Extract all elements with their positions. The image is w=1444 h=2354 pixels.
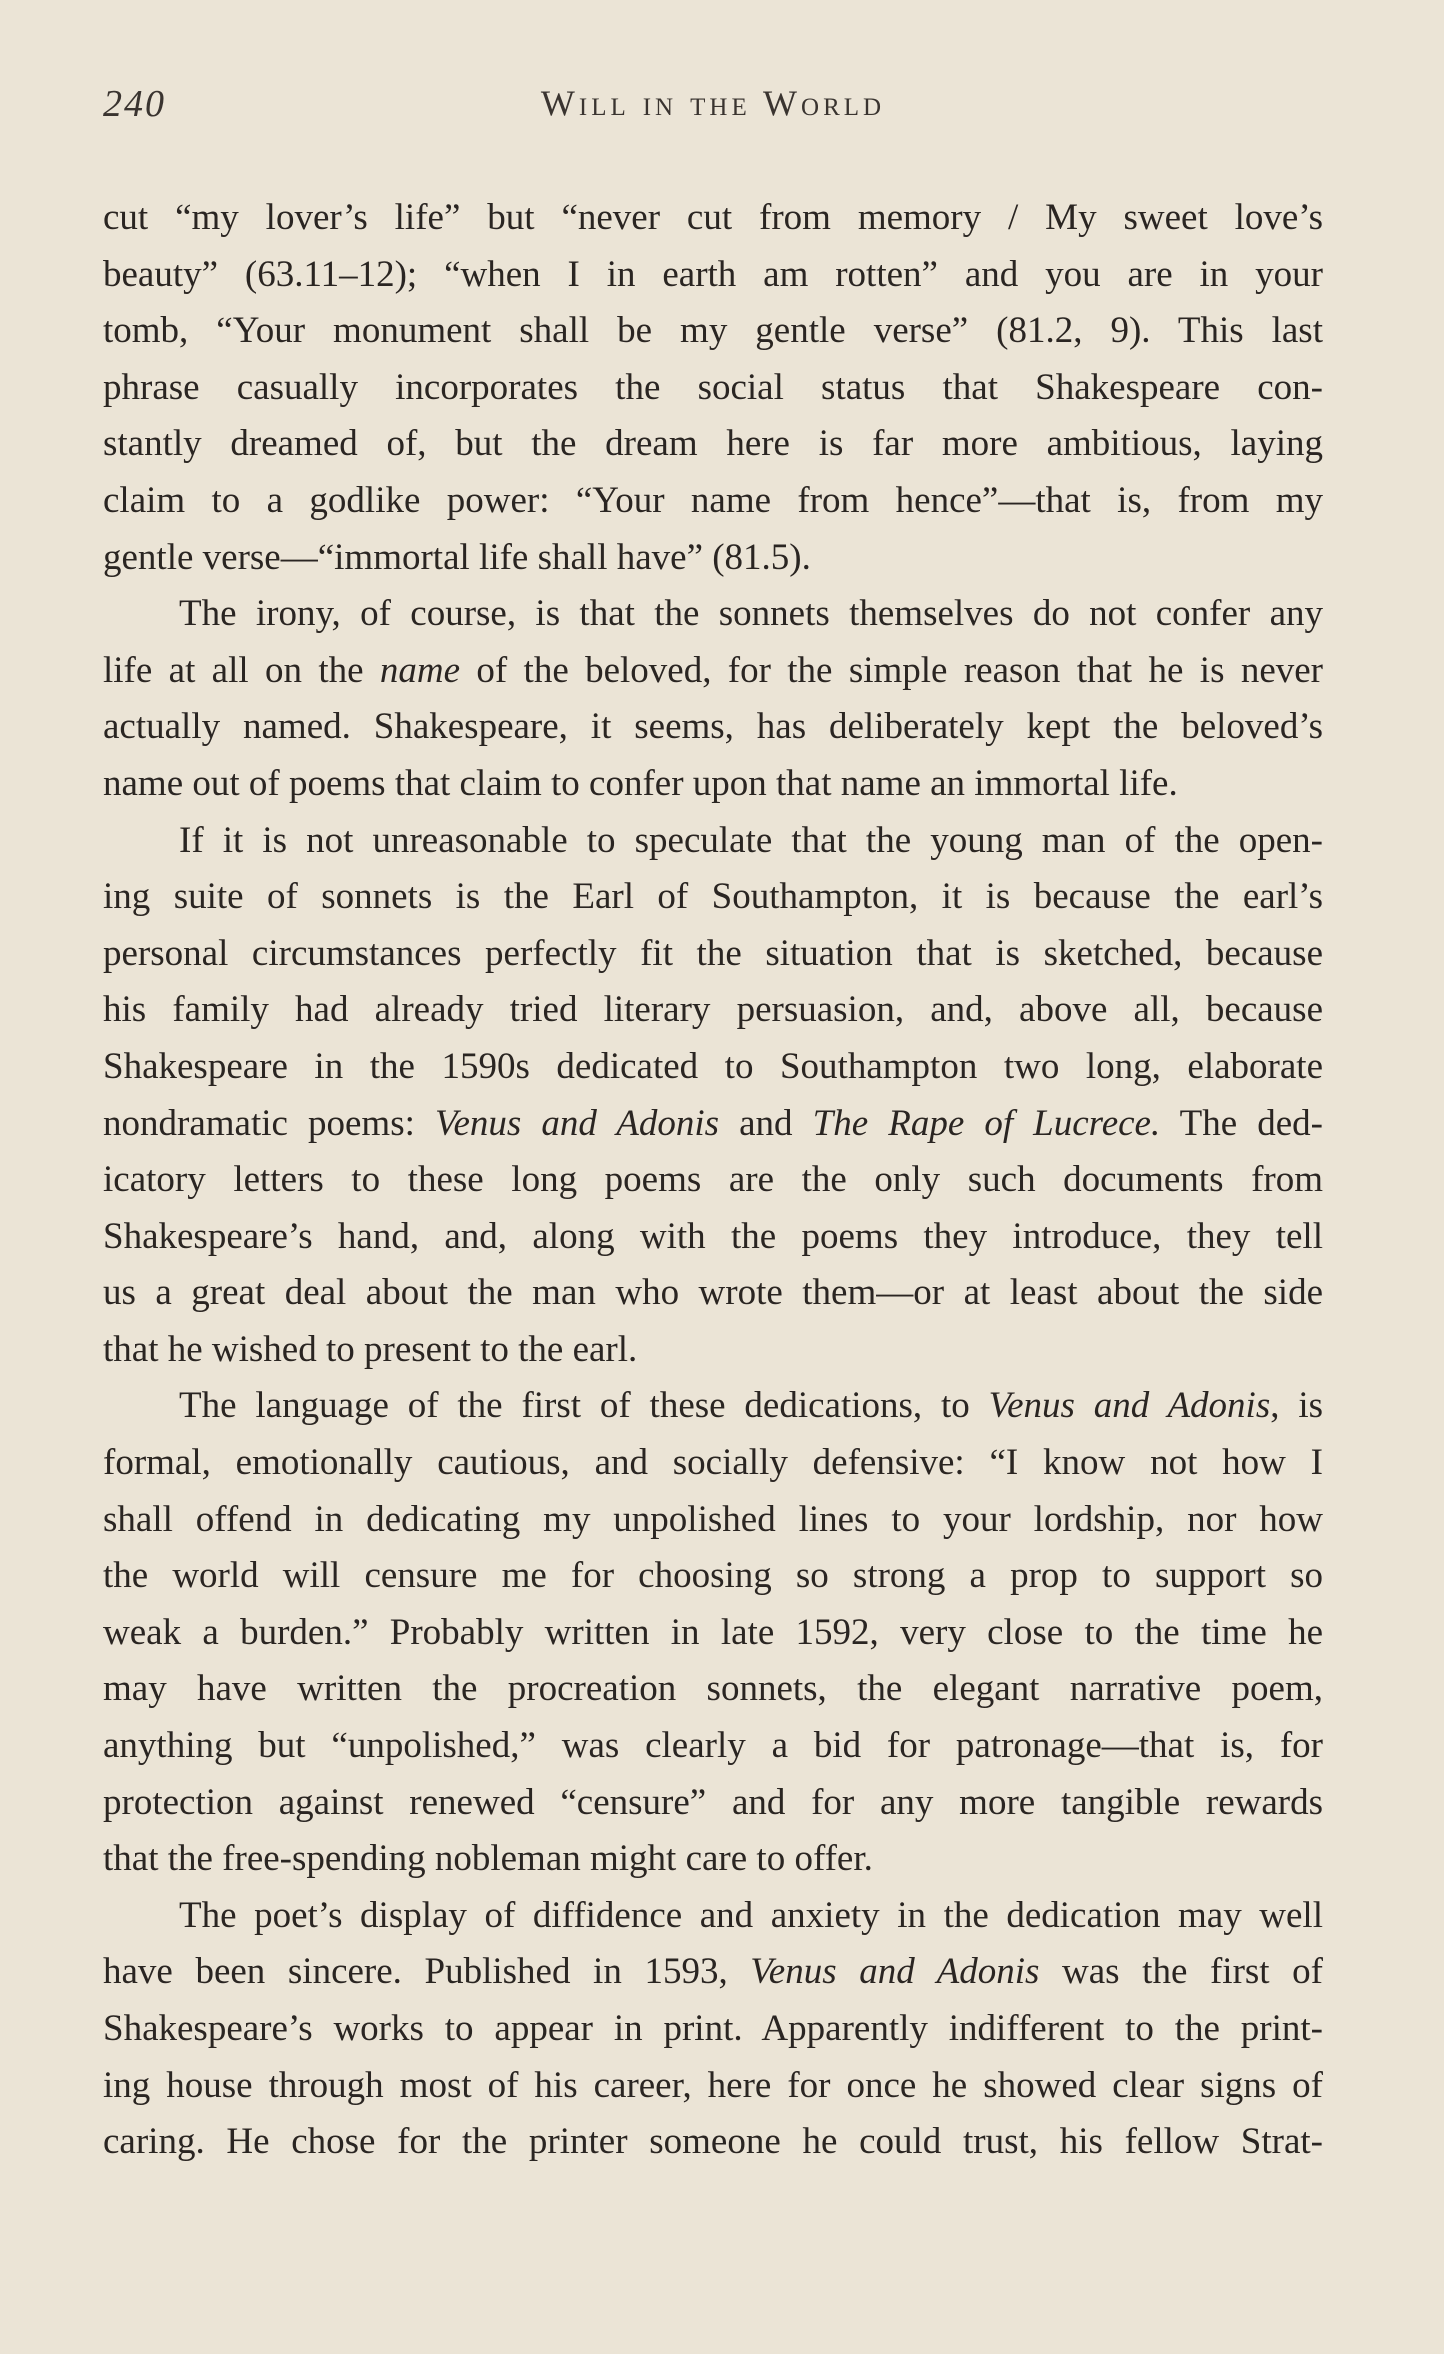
text-line: the world will censure me for choosing so strong a prop to support so [103, 1555, 1323, 1597]
text-line: phrase casually incorporates the social status that Shakespeare con- [103, 366, 1323, 408]
body-text [103, 190, 1323, 2171]
text-line: beauty” (63.11–12); “when I in earth am rotten” and you are in your [103, 253, 1323, 295]
text-line: weak a burden.” Probably written in late 1592, very close to the time he [103, 1611, 1323, 1653]
text-line: Shakespeare in the 1590s dedicated to Southampton two long, elaborate [103, 1045, 1323, 1087]
text-line: name out of poems that claim to confer upon that name an immortal life. [103, 762, 1178, 804]
text-line: ing suite of sonnets is the Earl of Southampton, it is because the earl’s [103, 876, 1323, 918]
book-title: Will in the World [540, 83, 886, 123]
text-line: icatory letters to these long poems are the only such documents from [103, 1159, 1323, 1201]
page-number: 240 [103, 83, 166, 125]
text-line: anything but “unpolished,” was clearly a bid for patronage—that is, for [103, 1725, 1323, 1767]
text-line: shall offend in dedicating my unpolished lines to your lordship, nor how [103, 1498, 1323, 1540]
text-line: claim to a godlike power: “Your name from hence”—that is, from my [103, 479, 1323, 521]
text-line: tomb, “Your monument shall be my gentle verse” (81.2, 9). This last [103, 310, 1323, 352]
text-line: may have written the procreation sonnets, the elegant narrative poem, [103, 1668, 1323, 1710]
text-line: his family had already tried literary persuasion, and, above all, because [103, 989, 1323, 1031]
paragraph-4 [103, 1378, 1323, 1887]
text-line: protection against renewed “censure” and for any more tangible rewards [103, 1781, 1323, 1823]
paragraph-1 [103, 190, 1323, 586]
text-line: The poet’s display of diffidence and anxiety in the dedication may well [179, 1894, 1323, 1936]
text-line: life at all on the name of the beloved, for the simple reason that he is never [103, 649, 1323, 691]
text-line: that he wished to present to the earl. [103, 1328, 638, 1370]
text-line: formal, emotionally cautious, and socially defensive: “I know not how I [103, 1442, 1323, 1484]
text-line: have been sincere. Published in 1593, Venus and Adonis was the first of [103, 1951, 1323, 1993]
text-line: us a great deal about the man who wrote them—or at least about the side [103, 1272, 1323, 1314]
text-line: The irony, of course, is that the sonnets themselves do not confer any [179, 593, 1323, 635]
text-line: stantly dreamed of, but the dream here is far more ambitious, laying [103, 423, 1323, 465]
text-line: Shakespeare’s works to appear in print. Apparently indifferent to the print- [103, 2008, 1323, 2049]
paragraph-3 [103, 813, 1323, 1379]
paragraph-5 [103, 1888, 1323, 2171]
text-line: personal circumstances perfectly fit the situation that is sketched, because [103, 932, 1323, 974]
text-line: nondramatic poems: Venus and Adonis and The Rape of Lucrece. The ded- [103, 1102, 1323, 1144]
text-line: gentle verse—“immortal life shall have” (81.5). [103, 536, 811, 578]
text-line: caring. He chose for the printer someone he could trust, his fellow Strat- [103, 2121, 1323, 2163]
paragraph-2 [103, 586, 1323, 812]
text-line: ing house through most of his career, here for once he showed clear signs of [103, 2064, 1323, 2106]
text-line: that the free-spending nobleman might care to offer. [103, 1838, 873, 1880]
text-line: If it is not unreasonable to speculate that the young man of the open- [179, 819, 1323, 861]
text-line: actually named. Shakespeare, it seems, has deliberately kept the beloved’s [103, 706, 1323, 748]
text-line: cut “my lover’s life” but “never cut from memory / My sweet love’s [103, 197, 1323, 238]
text-line: Shakespeare’s hand, and, along with the poems they introduce, they tell [103, 1215, 1323, 1257]
text-line: The language of the first of these dedications, to Venus and Adonis, is [179, 1385, 1324, 1427]
running-head [103, 82, 1323, 132]
